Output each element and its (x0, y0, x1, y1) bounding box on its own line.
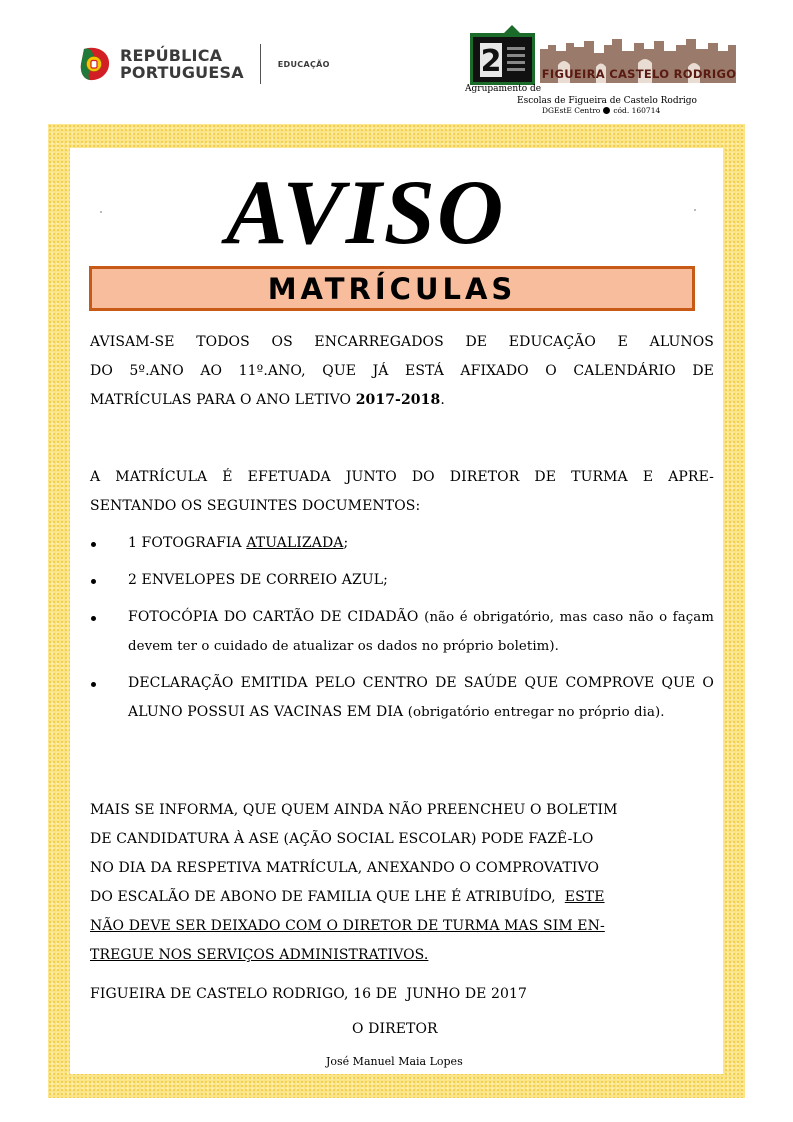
doc-envelopes: 2 ENVELOPES DE CORREIO AZUL; (128, 572, 388, 588)
school-code: cód. 160714 (613, 106, 661, 115)
republic-line-1: REPÚBLICA (120, 46, 223, 65)
speck (694, 209, 696, 211)
intro-line-2: DO 5º.ANO AO 11º.ANO, QUE JÁ ESTÁ AFIXADO O CALENDÁRIO DE (90, 363, 714, 379)
signatory-title: O DIRETOR (352, 1021, 438, 1037)
ase-line-4 (90, 883, 714, 912)
list-item (90, 603, 714, 661)
school-logo-icon (470, 25, 535, 85)
subtitle-banner (89, 266, 695, 311)
notice-title: AVISO (226, 161, 506, 263)
intro-line-3-text: MATRÍCULAS PARA O ANO LETIVO (90, 392, 356, 408)
documents-intro (90, 463, 714, 521)
documents-intro-line-2: SENTANDO OS SEGUINTES DOCUMENTOS: (90, 498, 421, 514)
school-year: 2017-2018 (355, 392, 441, 408)
doc-id-card-note: (não é obrigatório, mas caso não o façam devem ter o cuidado de atualizar os dados no próprio boletim). (128, 610, 715, 654)
logo-divider (260, 44, 261, 84)
doc-photo-text: 1 FOTOGRAFIA (128, 535, 247, 551)
list-item (90, 669, 714, 727)
doc-photo-underlined: ATUALIZADA (246, 535, 344, 551)
agrupamento-line-2: Escolas de Figueira de Castelo Rodrigo (517, 96, 697, 106)
speck (100, 211, 102, 213)
notice-subtitle: MATRÍCULAS (267, 272, 517, 306)
intro-line-3 (90, 386, 714, 415)
signatory-name: José Manuel Maia Lopes (326, 1055, 463, 1068)
doc-health-note: (obrigatório entregar no próprio dia). (407, 705, 665, 720)
date-line: FIGUEIRA DE CASTELO RODRIGO, 16 DE JUNHO DE 2017 (90, 986, 528, 1002)
doc-photo-suffix: ; (343, 535, 349, 551)
ministry-label: EDUCAÇÃO (277, 59, 330, 69)
dgeste-label: DGEstE Centro (542, 106, 601, 115)
documents-list (90, 529, 714, 735)
ase-line-6: TREGUE NOS SERVIÇOS ADMINISTRATIVOS. (90, 947, 429, 963)
doc-id-card: FOTOCÓPIA DO CARTÃO DE CIDADÃO (128, 609, 425, 625)
intro-line-1: AVISAM-SE TODOS OS ENCARREGADOS DE EDUCAÇÃO E ALUNOS (90, 334, 714, 350)
list-item (90, 529, 714, 558)
list-item (90, 566, 714, 595)
republic-line-2: PORTUGUESA (120, 63, 244, 82)
ase-paragraph (90, 796, 714, 970)
ase-line-5: NÃO DEVE SER DEIXADO COM O DIRETOR DE TURMA MAS SIM EN- (90, 918, 605, 934)
ase-line-4-underlined: ESTE (564, 889, 605, 905)
doc-health-declaration: DECLARAÇÃO EMITIDA PELO CENTRO DE SAÚDE QUE COMPROVE QUE O ALUNO POSSUI AS VACINAS EM DIA (128, 675, 714, 720)
intro-paragraph (90, 328, 714, 415)
school-logo-number: 2 (480, 44, 502, 79)
ase-line-4-text: DO ESCALÃO DE ABONO DE FAMILIA QUE LHE É ATRIBUÍDO, (90, 889, 565, 905)
ase-line-2: DE CANDIDATURA À ASE (AÇÃO SOCIAL ESCOLAR) PODE FAZÊ-LO (90, 831, 594, 847)
bullet-dot-icon (603, 107, 610, 114)
agrupamento-line-3 (542, 106, 660, 115)
school-name: FIGUEIRA CASTELO RODRIGO (541, 67, 737, 81)
ase-line-3: NO DIA DA RESPETIVA MATRÍCULA, ANEXANDO O COMPROVATIVO (90, 860, 600, 876)
ase-line-1: MAIS SE INFORMA, QUE QUEM AINDA NÃO PREENCHEU O BOLETIM (90, 802, 618, 818)
intro-period: . (440, 392, 445, 408)
documents-intro-line-1: A MATRÍCULA É EFETUADA JUNTO DO DIRETOR DE TURMA E APRE- (90, 469, 714, 485)
portugal-flag-icon (78, 45, 112, 83)
republic-logo (78, 40, 330, 88)
agrupamento-line-1: Agrupamento de (465, 84, 542, 94)
